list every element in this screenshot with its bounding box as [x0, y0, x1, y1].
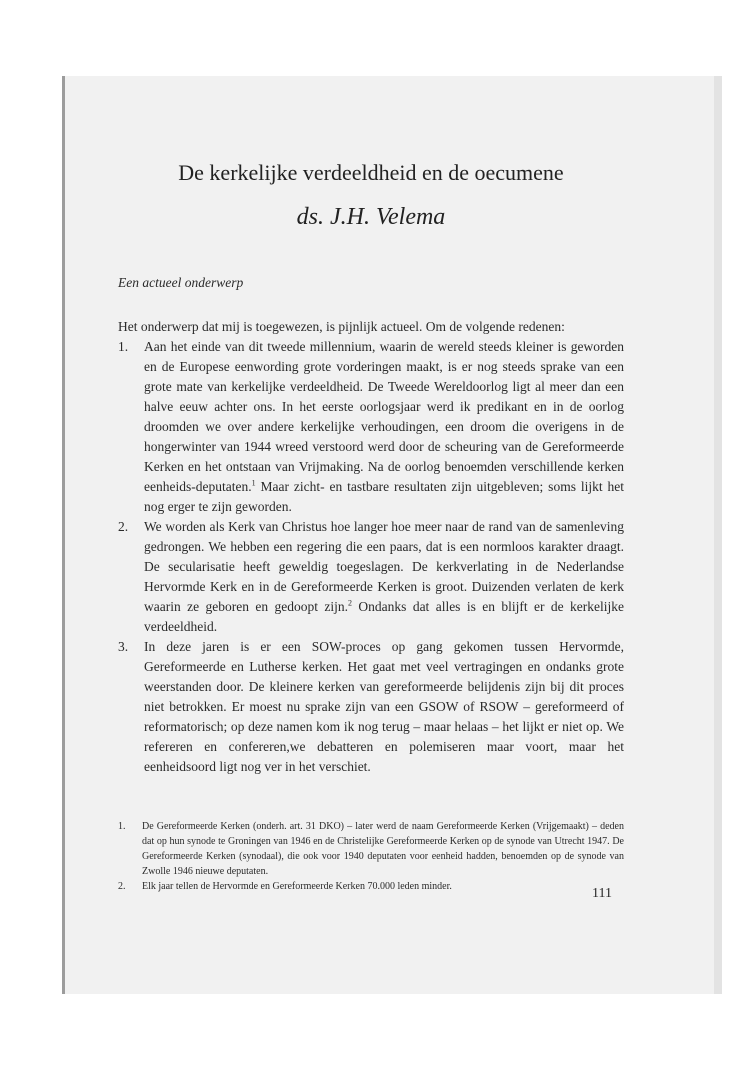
footnote-text: De Gereformeerde Kerken (onderh. art. 31 DKO) – later werd de naam Gereformeerde Kerken (Vrijgemaakt) – deden dat op hun synode te Groningen van 1946 en de Christelijke Gereformeerde Kerken op de synode van Utrecht 1947. De Gereformeerde Kerken (synodaal), die ook voor 1940 deputaten voor eenheid hadden, benoemden op de synode van Zwolle 1946 nieuwe deputaten. — [142, 821, 624, 877]
footnote-ref[interactable]: 1 — [251, 478, 256, 488]
footnote — [118, 819, 624, 879]
footnote-number: 2. — [118, 881, 126, 892]
page-content — [118, 150, 624, 894]
list-item-text: In deze jaren is er een SOW-proces op gang gekomen tussen Hervormde, Gereformeerde en Lutherse kerken. Het gaat met veel vertragingen en ondanks grote weerstanden door. De kleinere kerken van gereformeerde belijdenis zijn bij dit proces niet betrokken. Er moest nu sprake zijn van een GSOW of RSOW – gereformeerd of reformatorisch; op deze namen kom ik nog terug – maar helaas – het lijkt er niet op. We refereren en confereren,we debatteren en polemiseren maar voort, maar het eenheidsoord ligt nog ver in het verschiet. — [144, 639, 624, 774]
list-item-text: We worden als Kerk van Christus hoe langer hoe meer naar de rand van de samenleving gedrongen. We hebben een regering die een paars, dat is een normloos karakter draagt. De secularisatie heeft geweldig toegeslagen. De kerkverlating in de Nederlandse Hervormde Kerk en in de Gereformeerde Kerken is groot. Duizenden verlaten de kerk waarin ze geboren en gedoopt zijn. — [144, 519, 624, 614]
list-item-text-continued: Ondanks dat alles is en blijft er de kerkelijke verdeeldheid. — [144, 599, 625, 634]
list-item — [118, 517, 624, 637]
footnote — [118, 879, 624, 894]
footnote-ref[interactable]: 2 — [348, 598, 353, 608]
section-heading: Een actueel onderwerp — [118, 275, 244, 290]
list-item-text-continued: Maar zicht- en tastbare resultaten zijn uitgebleven; soms lijkt het nog erger te zijn geworden. — [144, 479, 624, 514]
article-author: ds. J.H. Velema — [296, 204, 446, 230]
intro-paragraph: Het onderwerp dat mij is toegewezen, is pijnlijk actueel. Om de volgende redenen: — [118, 319, 565, 334]
article-title: De kerkelijke verdeeldheid en de oecumene — [178, 160, 564, 185]
footnote-text: Elk jaar tellen de Hervormde en Gereformeerde Kerken 70.000 leden minder. — [142, 881, 452, 892]
list-item-text: Aan het einde van dit tweede millennium, waarin de wereld steeds kleiner is geworden en de Europese eenwording grote vorderingen maakt, is er nog steeds sprake van een grote mate van kerkelijke verdeeldheid. De Tweede Wereldoorlog ligt al meer dan een halve eeuw achter ons. In het eerste oorlogsjaar werd ik predikant en in de oorlog droomden we over andere kerkelijke verhoudingen, een droom die overigens in de hongerwinter van 1944 wreed verstoord werd door de scheuring van de Gereformeerde Kerken en het ontstaan van Vrijmaking. Na de oorlog benoemden verschillende kerken eenheids-deputaten. — [144, 339, 624, 494]
list-item-number: 3. — [118, 639, 129, 654]
list-item — [118, 337, 624, 517]
numbered-list — [118, 337, 624, 777]
list-item-number: 1. — [118, 339, 129, 354]
footnotes — [118, 819, 624, 894]
list-item-number: 2. — [118, 519, 129, 534]
page-number: 111 — [592, 886, 612, 901]
book-spine-shadow — [62, 76, 65, 994]
list-item — [118, 637, 624, 777]
footnote-number: 1. — [118, 821, 126, 832]
